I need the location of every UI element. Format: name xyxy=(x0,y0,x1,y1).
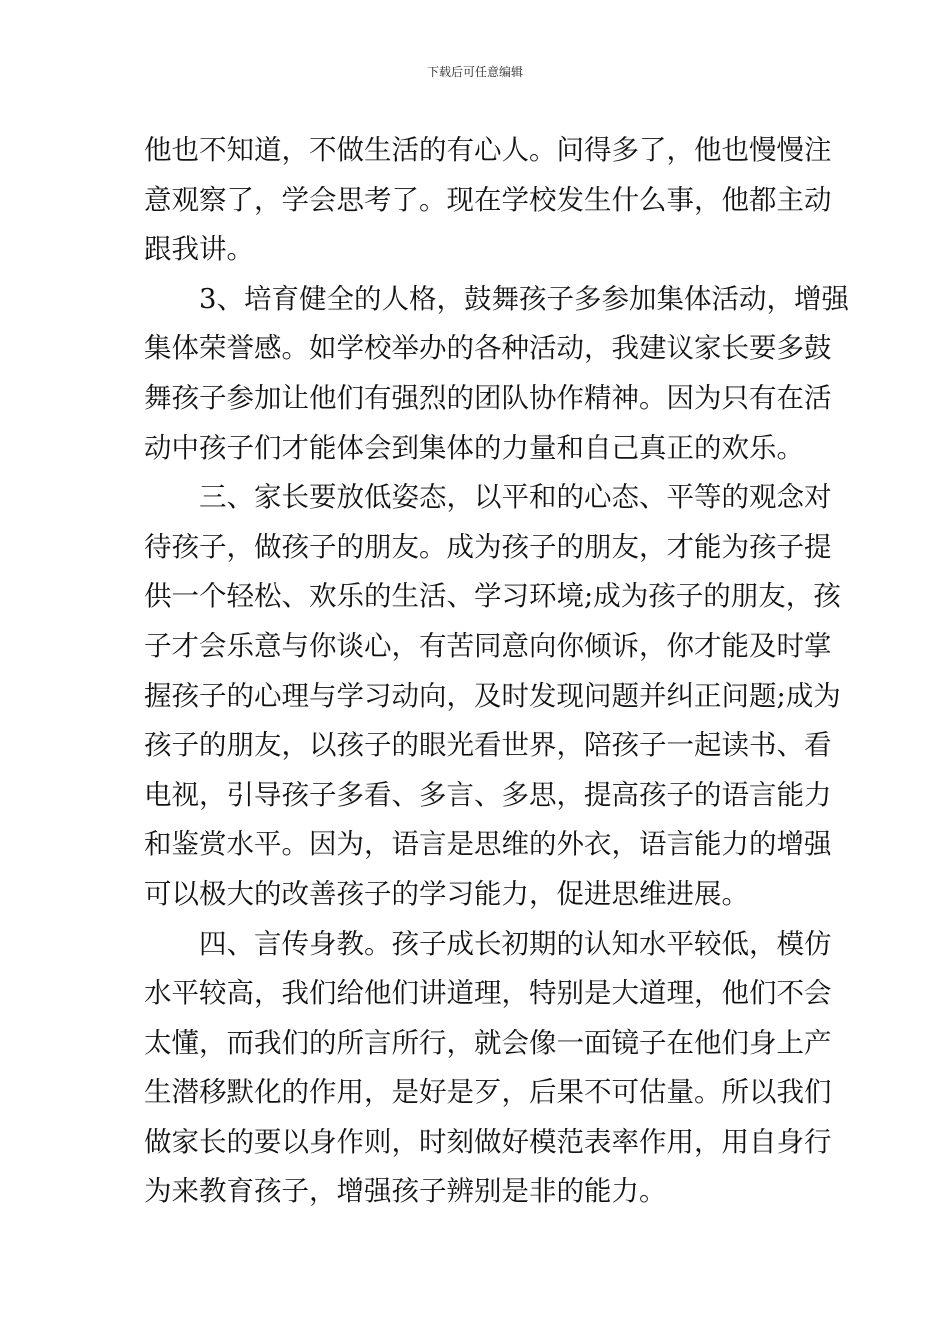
text-line: 太懂，而我们的所言所行，就会像一面镜子在他们身上产 xyxy=(144,1026,832,1059)
paragraph-first-line: 三、家长要放低姿态，以平和的心态、平等的观念对 xyxy=(199,481,832,514)
text-line: 子才会乐意与你谈心，有苦同意向你倾诉，你才能及时掌 xyxy=(144,629,832,662)
text-line: 孩子的朋友，以孩子的眼光看世界，陪孩子一起读书、看 xyxy=(144,729,832,762)
text-line: 待孩子，做孩子的朋友。成为孩子的朋友，才能为孩子提 xyxy=(144,530,832,563)
text-line: 动中孩子们才能体会到集体的力量和自己真正的欢乐。 xyxy=(144,431,804,464)
text-line: 和鉴赏水平。因为，语言是思维的外衣，语言能力的增强 xyxy=(144,828,832,861)
text-line: 他也不知道，不做生活的有心人。问得多了，他也慢慢注 xyxy=(144,134,832,166)
text-line: 握孩子的心理与学习动向，及时发现问题并纠正问题;成为 xyxy=(144,679,841,712)
text-line: 跟我讲。 xyxy=(144,233,254,266)
text-line: 做家长的要以身作则，时刻做好模范表率作用，用自身行 xyxy=(144,1125,832,1158)
paragraph-first-line: 3、培育健全的人格，鼓舞孩子多参加集体活动，增强 xyxy=(199,282,849,315)
paragraph-first-line: 四、言传身教。孩子成长初期的认知水平较低，模仿 xyxy=(199,927,832,960)
page-header-note: 下载后可任意编辑 xyxy=(426,65,523,79)
text-line: 供一个轻松、欢乐的生活、学习环境;成为孩子的朋友，孩 xyxy=(144,580,841,613)
text-line: 舞孩子参加让他们有强烈的团队协作精神。因为只有在活 xyxy=(144,381,832,414)
text-line: 电视，引导孩子多看、多言、多思，提高孩子的语言能力 xyxy=(144,778,832,811)
text-line: 生潜移默化的作用，是好是歹，后果不可估量。所以我们 xyxy=(144,1076,832,1109)
text-line: 水平较高，我们给他们讲道理，特别是大道理，他们不会 xyxy=(144,977,832,1010)
text-line: 为来教育孩子，增强孩子辨别是非的能力。 xyxy=(144,1175,667,1208)
text-line: 集体荣誉感。如学校举办的各种活动，我建议家长要多鼓 xyxy=(144,332,832,365)
text-line: 可以极大的改善孩子的学习能力，促进思维进展。 xyxy=(144,877,749,910)
text-line: 意观察了，学会思考了。现在学校发生什么事，他都主动 xyxy=(144,183,832,216)
document-body xyxy=(144,126,849,1217)
